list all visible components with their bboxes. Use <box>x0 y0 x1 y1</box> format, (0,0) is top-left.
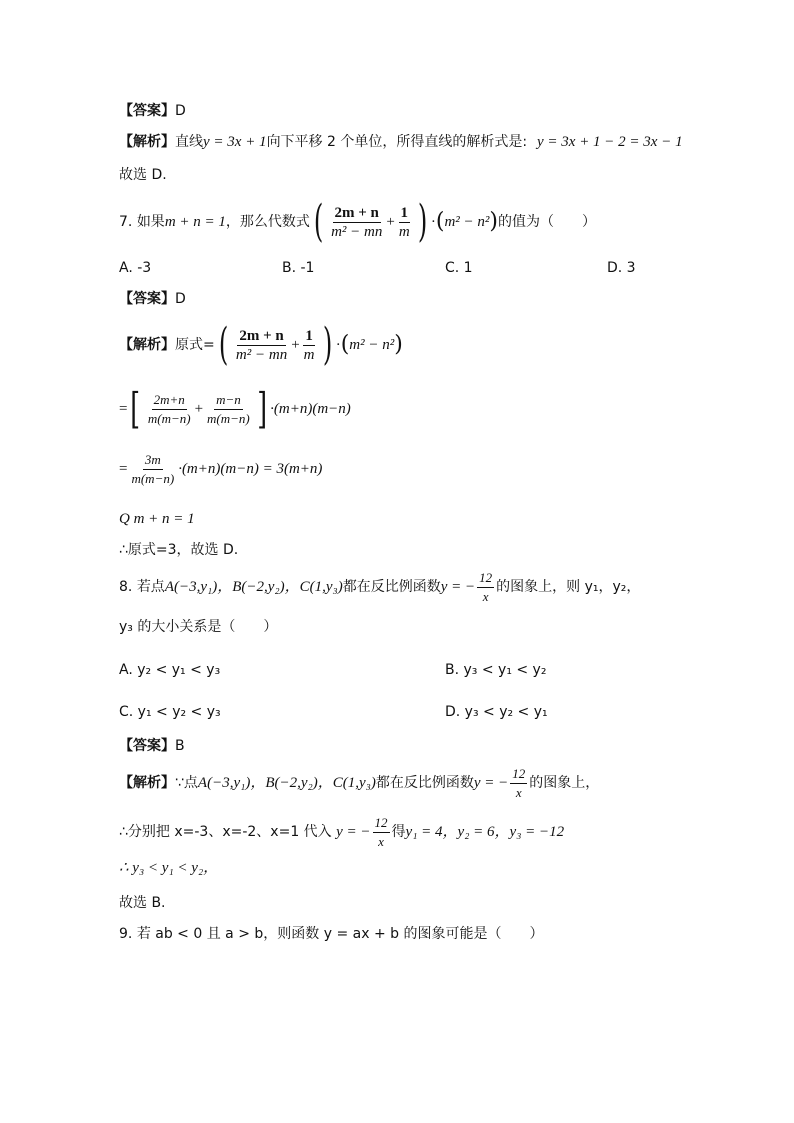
q7-s1-factor: m² − n² <box>349 337 395 353</box>
q8-analysis-mid: 都在反比例函数 <box>375 775 474 791</box>
analysis-label: 【解析】 <box>119 134 175 150</box>
answer-label: 【答案】 <box>119 738 175 754</box>
q6-mid-text: 向下平移 2 个单位，所得直线的解析式是: <box>266 134 528 150</box>
q6-eq2: y = 3x + 1 − 2 = 3x − 1 <box>537 134 683 150</box>
q8-func-den: x <box>482 588 489 604</box>
q7-analysis-step1: 【解析】 原式= ( $\frac{2m + n}{\text{m² − mn}}$ + $\frac{1}{m}$ ) · ( m² − n² ) <box>119 319 403 370</box>
q8-analysis-func-den: x <box>515 784 522 800</box>
q7-answer-value: D <box>175 291 186 307</box>
q8-stem-line2: y₃ 的大小关系是（ ） <box>119 619 278 635</box>
q8-order-line: ∴ y₃ < y₁ < y₂， <box>119 860 219 876</box>
q9-stem-line <box>119 924 543 944</box>
q7-frac1-num: 2m + n <box>334 204 379 221</box>
q6-answer-value: D <box>175 103 186 119</box>
q7-option-a: A. -3 <box>119 260 152 276</box>
q8-points: A(−3,y₁)，B(−2,y₂)，C(1,y₃) <box>164 579 343 595</box>
q6-analysis-line <box>119 132 527 152</box>
q8-stem <box>119 566 640 608</box>
q7-s1-frac2-num: 1 <box>305 327 313 344</box>
analysis-label: 【解析】 <box>119 775 175 791</box>
q6-conclusion: 故选 D. <box>119 167 167 183</box>
q8-analysis-line <box>119 762 599 804</box>
q8-analysis-func-num: 12 <box>510 765 527 784</box>
q8-analysis-suffix: 的图象上， <box>529 775 600 791</box>
q8-option-b: B. y₃ < y₁ < y₂ <box>445 662 547 678</box>
q7-s2-frac2-num: m−n <box>214 391 243 410</box>
q8-sub-prefix: ∴分别把 x=-3、x=-2、x=1 代入 <box>119 824 332 840</box>
q8-analysis-prefix: ∵点 <box>175 775 198 791</box>
q8-sub-mid: 得 <box>391 824 406 840</box>
q8-number: 8. <box>119 579 133 595</box>
q7-stem-suffix: 的值为（ ） <box>497 214 596 230</box>
q7-s3-num: 3m <box>143 451 163 470</box>
q7-factor: m² − n² <box>444 214 490 230</box>
q7-stem-mid: ，那么代数式 <box>225 214 310 230</box>
q8-option-a: A. y₂ < y₁ < y₃ <box>119 662 221 678</box>
q7-frac2-num: 1 <box>400 204 408 221</box>
answer-label: 【答案】 <box>119 103 175 119</box>
right-paren: ) <box>417 196 427 247</box>
q7-s2-frac1-den: m(m−n) <box>147 410 191 426</box>
q8-answer-value: B <box>175 738 185 754</box>
q8-stem-prefix: 若点 <box>136 579 165 595</box>
q7-s2-frac1-num: 2m+n <box>152 391 187 410</box>
q7-number: 7. <box>119 214 133 230</box>
q8-sub-func-lhs: y = − <box>336 824 371 840</box>
q7-option-c: C. 1 <box>445 260 473 276</box>
q8-option-d: D. y₃ < y₂ < y₁ <box>445 704 548 720</box>
q7-option-d: D. 3 <box>607 260 636 276</box>
q7-condition: m + n = 1 <box>164 214 226 230</box>
q7-frac2-den: m <box>398 223 410 240</box>
q8-sub-func-den: x <box>378 833 384 849</box>
q9-stem: 若 ab < 0 且 a > b，则函数 y = ax + b 的图象可能是（ ） <box>136 926 544 942</box>
q7-s3-tail: ·(m+n)(m−n) = 3(m+n) <box>178 461 323 477</box>
q9-number: 9. <box>119 926 133 942</box>
q7-s1-frac1-den: m² − mn <box>235 346 288 363</box>
left-paren: ( <box>313 196 324 247</box>
answer-label: 【答案】 <box>119 291 175 307</box>
q8-func-num: 12 <box>477 569 494 588</box>
q8-stem-mid: 都在反比例函数 <box>342 579 441 595</box>
q8-conclusion: 故选 B. <box>119 895 166 911</box>
q7-option-b: B. -1 <box>282 260 315 276</box>
q8-analysis-points: A(−3,y₁)，B(−2,y₂)，C(1,y₃) <box>197 775 376 791</box>
q7-s1-frac2-den: m <box>303 346 315 363</box>
q8-sub-func-num: 12 <box>373 814 390 833</box>
q7-s2-tail: ·(m+n)(m−n) <box>270 401 351 417</box>
q7-frac2 <box>397 204 412 241</box>
q7-because-line: Q m + n = 1 <box>119 511 195 527</box>
q7-analysis-text: 原式= <box>175 337 215 353</box>
q6-eq1: y = 3x + 1 <box>203 134 267 150</box>
q7-frac1-den: m² − mn <box>331 223 383 240</box>
q8-substitution-line <box>119 812 564 852</box>
q8-answer-line <box>119 736 185 756</box>
q7-analysis-step3: = $\frac{3m}{m(m-n)}$ ·(m+n)(m−n) = 3(m+n) <box>119 451 323 486</box>
q8-analysis-func-lhs: y = − <box>473 775 509 791</box>
q8-option-c: C. y₁ < y₂ < y₃ <box>119 704 221 720</box>
q7-stem: 7. 如果 m + n = 1 ，那么代数式 ( $\frac{2m + n}{\text{m² − mn}}$ + $\frac{1}{m}$ ) · ( m² − n² ) 的值为（ ） <box>119 196 596 247</box>
q7-s3-den: m(m−n) <box>131 470 175 486</box>
q6-answer-line <box>119 101 186 121</box>
q7-s2-frac2-den: m(m−n) <box>207 410 250 426</box>
q7-s1-frac1-num: 2m + n <box>239 327 284 344</box>
analysis-label: 【解析】 <box>119 337 175 353</box>
q7-therefore-line: ∴原式=3，故选 D. <box>119 542 239 558</box>
q7-frac1 <box>329 204 384 241</box>
q6-analysis-text: 直线 <box>175 134 203 150</box>
q7-stem-prefix: 如果 <box>136 214 165 230</box>
q7-analysis-step2: = [ $\frac{2m+n}{m(m-n)}$ + $\frac{m-n}{m(m-n)}$ ] ·(m+n)(m−n) <box>119 384 351 433</box>
q8-stem-suffix: 的图象上，则 y₁，y₂， <box>496 579 641 595</box>
q8-func-lhs: y = − <box>440 579 476 595</box>
q7-answer-line <box>119 289 186 309</box>
q8-sub-result: y₁ = 4，y₂ = 6，y₃ = −12 <box>405 824 565 840</box>
